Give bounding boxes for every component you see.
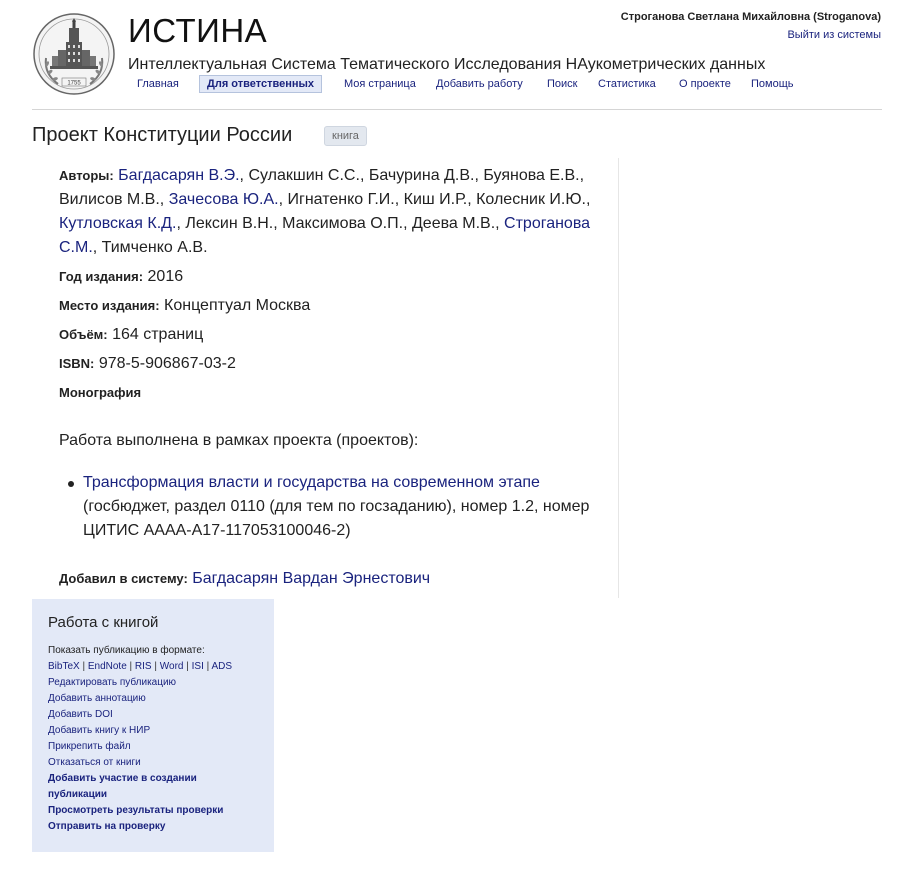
- msu-building-logo-icon[interactable]: [32, 12, 116, 96]
- isbn-field: [59, 352, 607, 376]
- format-links: BibTeX | EndNote | RIS | Word | ISI | ADS: [48, 661, 233, 672]
- author-name: Киш И.Р.: [403, 191, 468, 208]
- bullet-icon: [68, 481, 74, 487]
- author-link[interactable]: Кутловская К.Д.: [59, 215, 177, 232]
- format-word[interactable]: Word: [159, 661, 184, 672]
- author-name: Бачурина Д.В.: [368, 167, 475, 184]
- page-title: Проект Конституции России: [32, 124, 293, 146]
- nav-my-page[interactable]: Моя страница: [344, 78, 416, 90]
- send-for-check-link[interactable]: Отправить на проверку: [48, 821, 166, 832]
- author-link[interactable]: Багдасарян В.Э.: [118, 167, 240, 184]
- volume-field: [59, 323, 607, 347]
- author-name: Колесник И.Ю.: [476, 191, 586, 208]
- add-participation-link[interactable]: Добавить участие в создании публикации: [48, 773, 197, 800]
- author-name: Деева М.В.: [411, 215, 496, 232]
- author-link[interactable]: Строганова С.М.: [59, 215, 591, 256]
- place-label: Место издания:: [59, 298, 160, 313]
- format-endnote[interactable]: EndNote: [87, 661, 127, 672]
- content-divider: [618, 158, 619, 598]
- projects-list: [59, 471, 607, 543]
- decline-book-link[interactable]: Отказаться от книги: [48, 757, 141, 768]
- format-ris[interactable]: RIS: [134, 661, 152, 672]
- authors-label: Авторы:: [59, 168, 114, 183]
- author-name: Игнатенко Г.И.: [287, 191, 395, 208]
- logo-year: 1755: [67, 80, 81, 87]
- project-item: [83, 471, 607, 543]
- nav-search[interactable]: Поиск: [547, 78, 578, 90]
- nav-about[interactable]: О проекте: [679, 78, 731, 90]
- year-label: Год издания:: [59, 269, 144, 284]
- view-check-results-link[interactable]: Просмотреть результаты проверки: [48, 805, 224, 816]
- site-brand[interactable]: ИСТИНА: [128, 12, 268, 49]
- format-bibtex[interactable]: BibTeX: [48, 661, 80, 672]
- panel-title: Работа с книгой: [48, 614, 159, 631]
- author-name: Вилисов М.В.: [59, 191, 160, 208]
- project-link[interactable]: Трансформация власти и государства на современном этапе: [83, 474, 540, 491]
- year-value: 2016: [147, 268, 184, 285]
- added-by-label: Добавил в систему:: [59, 571, 188, 586]
- nav-statistics[interactable]: Статистика: [598, 78, 656, 90]
- author-link[interactable]: Зачесова Ю.А.: [168, 191, 279, 208]
- type-badge: книга: [324, 126, 367, 146]
- nav-home[interactable]: Главная: [137, 78, 179, 90]
- authors-list: Багдасарян В.Э., Сулакшин С.С., Бачурина Д.В., Буянова Е.В., Вилисов М.В., Зачесова Ю.А., Игнатенко Г.И., Киш И.Р., Колесник И.Ю., Кутловская К.Д., Лексин В.Н., Максимова О.П., Деева М.В., Строганова С.М., Тимченко А.В.: [59, 167, 591, 256]
- add-annotation-link[interactable]: Добавить аннотацию: [48, 693, 146, 704]
- author-name: Лексин В.Н.: [185, 215, 274, 232]
- user-panel: [621, 10, 881, 43]
- author-name: Максимова О.П.: [282, 215, 404, 232]
- author-name: Буянова Е.В.: [483, 167, 580, 184]
- format-label: Показать публикацию в формате:: [48, 645, 205, 656]
- project-note: (госбюджет, раздел 0110 (для тем по госзаданию), номер 1.2, номер ЦИТИС АААА-А17-117053100046-2): [83, 498, 590, 539]
- publication-details: [59, 164, 607, 591]
- format-ads[interactable]: ADS: [211, 661, 233, 672]
- projects-title: Работа выполнена в рамках проекта (проектов):: [59, 432, 419, 449]
- author-name: Сулакшин С.С.: [248, 167, 360, 184]
- author-name: Тимченко А.В.: [101, 239, 208, 256]
- added-by-link[interactable]: Багдасарян Вардан Эрнестович: [192, 570, 431, 587]
- attach-file-link[interactable]: Прикрепить файл: [48, 741, 131, 752]
- volume-label: Объём:: [59, 327, 108, 342]
- nav-add-work[interactable]: Добавить работу: [436, 78, 523, 90]
- authors-field: [59, 164, 607, 260]
- place-value: Концептуал Москва: [164, 297, 311, 314]
- volume-value: 164 страниц: [112, 326, 204, 343]
- nav-for-responsible[interactable]: Для ответственных: [199, 75, 322, 93]
- site-tagline: Интеллектуальная Система Тематического Исследования НАукометрических данных: [128, 56, 766, 73]
- year-field: [59, 265, 607, 289]
- place-field: [59, 294, 607, 318]
- nav-help[interactable]: Помощь: [751, 78, 794, 90]
- user-name: Строганова Светлана Михайловна (Stroganova): [620, 11, 881, 23]
- edit-publication-link[interactable]: Редактировать публикацию: [48, 677, 177, 688]
- publication-kind: Монография: [59, 385, 142, 400]
- book-actions-panel: [32, 599, 274, 852]
- add-to-research-link[interactable]: Добавить книгу к НИР: [48, 725, 151, 736]
- isbn-value: 978-5-906867-03-2: [98, 355, 236, 372]
- isbn-label: ISBN:: [59, 356, 95, 371]
- format-isi[interactable]: ISI: [191, 661, 204, 672]
- site-header: [0, 0, 905, 110]
- add-doi-link[interactable]: Добавить DOI: [48, 709, 113, 720]
- header-divider: [32, 109, 882, 110]
- added-by-field: [59, 567, 607, 591]
- logout-link[interactable]: Выйти из системы: [787, 29, 881, 41]
